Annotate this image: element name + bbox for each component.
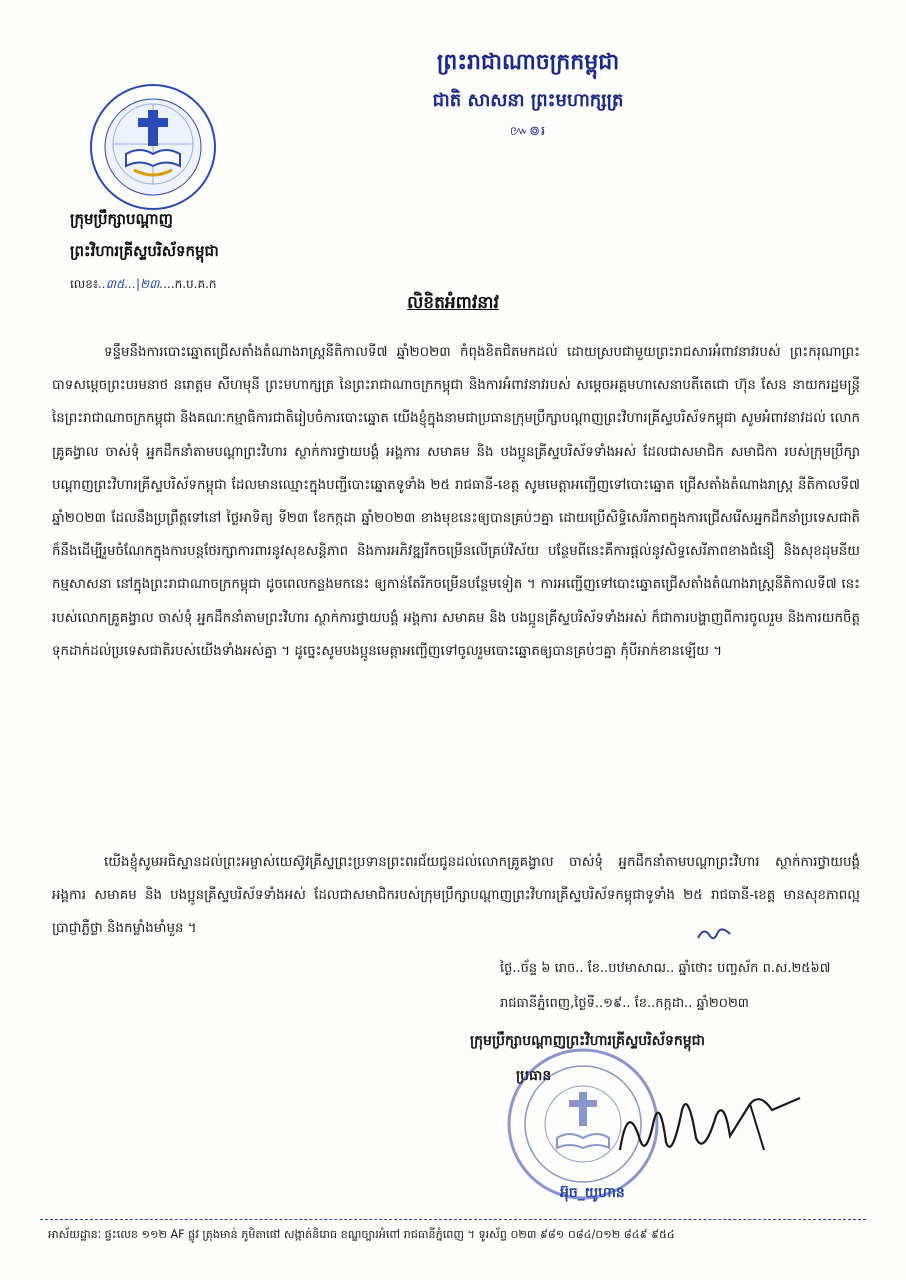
org-logo-icon <box>88 82 218 212</box>
footer-address: អាស័យដ្ឋានៈ ផ្ទះលេខ ១១២ AF ផ្លូវ ត្រុងមាន់ ភូមិតាផៅ សង្កាត់និរោធ ខណ្ឌច្បារអំពៅ រាជធានីភ្នំពេញ ។ ទូរស័ព្ទ ០២៣ ៩៨១ ០៨៤/០១២ ៨៤៩ ៩៥៤ <box>48 1228 675 1241</box>
paragraph-1: ទន្ទឹមនឹងការបោះឆ្នោតជ្រើសតាំងតំណាងរាស្ត្រនីតិកាលទី៧ ឆ្នាំ២០២៣ កំពុងខិតជិតមកដល់ ដោយស្របជាមួយព្រះរាជសារអំពាវនាវរបស់ ព្រះករុណាព្រះបាទសម្តេចព្រះបរមនាថ នរោត្តម សីហមុនី ព្រះមហាក្សត្រ នៃព្រះរាជាណាចក្រកម្ពុជា និងការអំពាវនាវរបស់ សម្តេចអគ្គមហាសេនាបតីតេជោ ហ៊ុន សែន នាយករដ្ឋមន្ត្រីនៃព្រះរាជាណាចក្រកម្ពុជា និងគណៈកម្មាធិការជាតិរៀបចំការបោះឆ្នោត យើងខ្ញុំក្នុងនាមជាប្រធានក្រុមប្រឹក្សាបណ្តាញព្រះវិហារគ្រីស្ទបរិស័ទកម្ពុជា សូមអំពាវនាវដល់ លោកគ្រូគង្វាល ចាស់ទុំ អ្នកដឹកនាំតាមបណ្តាព្រះវិហារ ស្ថាក់ការថ្វាយបង្គំ អង្គការ សមាគម និង បងប្អូនគ្រីស្ទបរិស័ទទាំងអស់ ដែលជាសមាជិក សមាជិកា របស់ក្រុមប្រឹក្សាបណ្តាញព្រះវិហារគ្រីស្ទបរិស័ទកម្ពុជា ដែលមានឈ្មោះក្នុងបញ្ជីបោះឆ្នោតទូទាំង ២៥ រាជធានី-ខេត្ត សូមមេត្តាអញ្ជើញទៅបោះឆ្នោត ជ្រើសតាំងតំណាងរាស្ត្រ នីតិកាលទី៧ ឆ្នាំ២០២៣ ដែលនឹងប្រព្រឹត្តទៅនៅ ថ្ងៃអាទិត្យ ទី២៣ ខែកក្កដា ឆ្នាំ២០២៣ ខាងមុខនេះឲ្យបានគ្រប់ៗគ្នា ដោយប្រើសិទ្ធិសេរីភាពក្នុងការជ្រើសរើសអ្នកដឹកនាំប្រទេសជាតិ ក៏នឹងដើម្បីរួមចំណែកក្នុងការបន្តថែរក្សាការពារនូវសុខសន្តិភាព និងការអភិវឌ្ឍរីកចម្រើនលើគ្រប់វិស័យ បន្ថែមពីនេះគឺការផ្តល់នូវសិទ្ធសេរីភាពខាងជំនឿ និងសុខដុមនីយកម្មសាសនា នៅក្នុងព្រះរាជាណាចក្រកម្ពុជា ដូចពេលកន្លងមកនេះ ឲ្យកាន់តែរីកចម្រើនបន្ថែមទៀត ។ ការអញ្ជើញទៅបោះឆ្នោតជ្រើសតាំងតំណាងរាស្ត្រនីតិកាលទី៧ នេះ របស់លោកគ្រូគង្វាល ចាស់ទុំ អ្នកដឹកនាំតាមព្រះវិហារ ស្ថាក់ការថ្វាយបង្គំ អង្គការ សមាគម និង បងប្អូនគ្រីស្ទបរិស័ទទាំងអស់ ក៏ជាការបង្ហាញពីការចូលរួម និងការយកចិត្តទុកដាក់ដល់ប្រទេសជាតិរបស់យើងទាំងអស់គ្នា ។ ដូច្នេះសូមបងប្អូនមេត្តាអញ្ជើញទៅចូលរួមបោះឆ្នោតឲ្យបានគ្រប់ៗគ្នា កុំបីអាក់ខានឡើយ ។ <box>52 345 860 659</box>
handwritten-mark-icon <box>696 924 732 944</box>
sender-block <box>70 210 219 294</box>
paragraph-2: យើងខ្ញុំសូមអធិស្ឋានដល់ព្រះអម្ចាស់យេស៊ូវគ្រីស្ទព្រះប្រទានព្រះពរជ័យជូនដល់លោកគ្រូគង្វាល ចាស់ទុំ អ្នកដឹកនាំតាមបណ្តាព្រះវិហារ ស្ថាក់ការថ្វាយបង្គំ អង្គការ សមាគម និង បងប្អូនគ្រីស្ទបរិស័ទទាំងអស់ ដែលជាសមាជិករបស់ក្រុមប្រឹក្សាបណ្តាញព្រះវិហារគ្រីស្ទបរិស័ទកម្ពុជាទូទាំង ២៥ រាជធានី-ខេត្ត មានសុខភាពល្អ ប្រាជ្ញាភ្លឺថ្លា និងកម្លាំងមាំមួន ។ <box>52 855 860 937</box>
document-title: លិខិតអំពាវនាវ <box>407 293 499 313</box>
org-name-line1: ក្រុមប្រឹក្សាបណ្ដាញ <box>70 210 173 228</box>
signing-org: ក្រុមប្រឹក្សាបណ្តាញព្រះវិហារគ្រីស្ទបរិស័ទកម្ពុជា <box>470 1033 705 1049</box>
motto-ornament: ៚៙៛ <box>509 124 547 139</box>
signer-role: ប្រធាន <box>516 1068 552 1084</box>
org-name-line2: ព្រះវិហារគ្រីស្ទបរិស័ទកម្ពុជា <box>70 242 219 260</box>
signature-icon <box>600 1080 810 1170</box>
lunar-date: ថ្ងៃ..ច័ន្ទ ៦ រោច.. ខែ..បឋមាសាឍ.. ឆ្នាំថោះ បញ្ចស័ក ព.ស.២៥៦៧ <box>500 961 831 976</box>
ref-prefix: លេខ៖ <box>70 277 99 291</box>
kingdom-title: ព្រះរាជាណាចក្រកម្ពុជា <box>436 50 620 75</box>
footer-divider <box>40 1219 866 1221</box>
ref-number-handwritten: ..៣៥...|២៣. <box>98 277 164 291</box>
ref-suffix: ...ក.ប.គ.ក <box>163 277 217 291</box>
national-motto: ជាតិ សាសនា ព្រះមហាក្សត្រ <box>432 90 624 111</box>
signer-name: អ៊ុច_យូហាន <box>560 1185 625 1201</box>
solar-date: រាជធានីភ្នំពេញ,ថ្ងៃទី..១៩.. ខែ..កក្កដា.. ឆ្នាំ២០២៣ <box>500 996 749 1011</box>
